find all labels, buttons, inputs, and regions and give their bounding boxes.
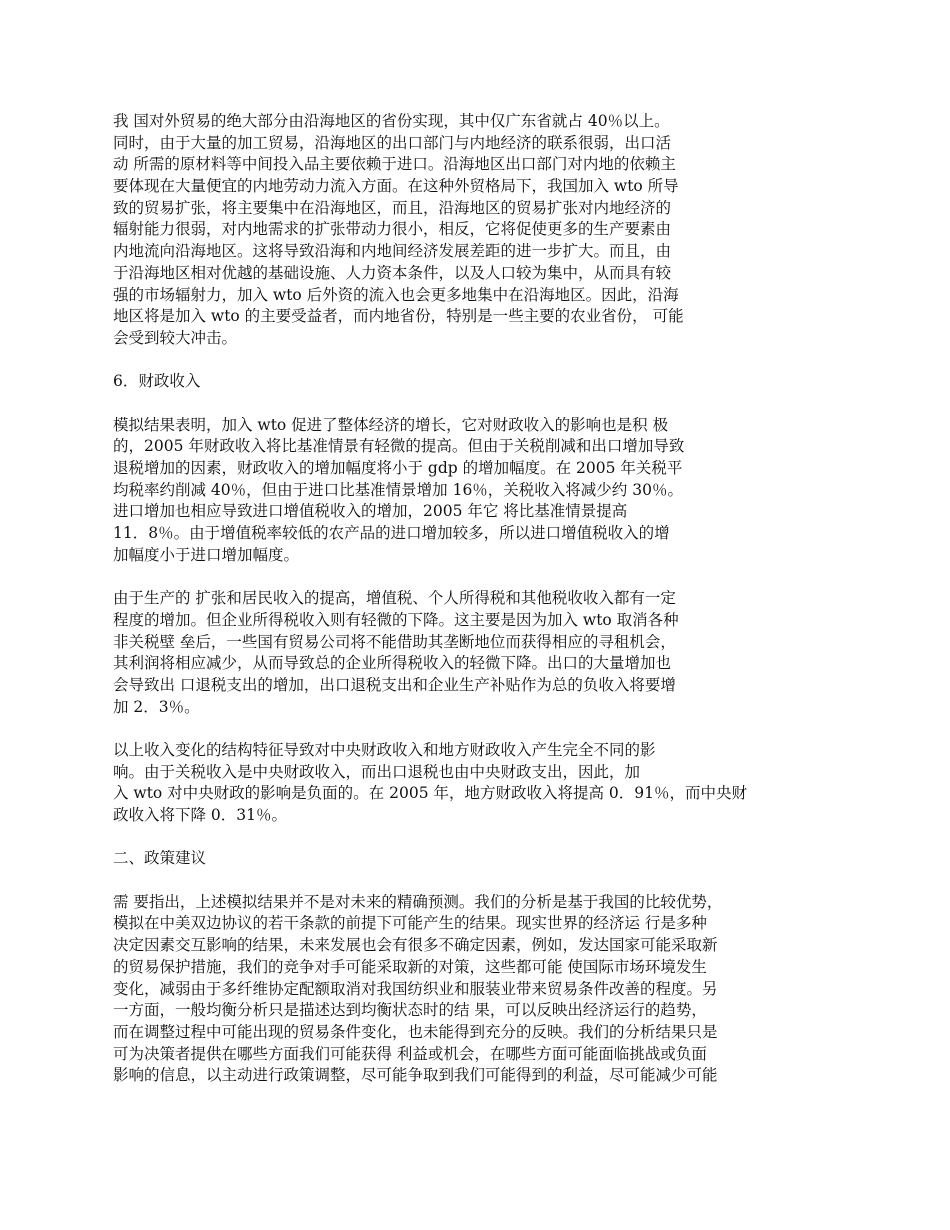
text-line: 模拟结果表明，加入 wto 促进了整体经济的增长，它对财政收入的影响也是积 极 [113,415,669,434]
text-line: 进口增加也相应导致进口增值税收入的增加，2005 年它 将比基准情景提高 [113,502,628,521]
text-line: 加幅度小于进口增加幅度。 [113,545,300,564]
text-line: 程度的增加。但企业所得税收入则有轻微的下降。这主要是因为加入 wto 取消各种 [113,610,679,629]
text-line: 内地流向沿海地区。这将导致沿海和内地间经济发展差距的进一步扩大。而且，由 [113,242,672,261]
paragraph-coastal-trade [113,111,843,350]
text-line: 致的贸易扩张，将主要集中在沿海地区，而且，沿海地区的贸易扩张对内地经济的 [113,198,672,217]
section-heading-fiscal-revenue [113,371,843,393]
text-line: 辐射能力很弱，对内地需求的扩张带动力很小，相反，它将促使更多的生产要素由 [113,220,672,239]
text-line: 入 wto 对中央财政的影响是负面的。在 2005 年，地方财政收入将提高 0．91％，而中央财 [113,784,747,803]
text-line: 其利润将相应减少，从而导致总的企业所得税收入的轻微下降。出口的大量增加也 [113,654,672,673]
text-line: 会导致出 口退税支出的增加，出口退税支出和企业生产补贴作为总的负收入将要增 [113,675,676,694]
paragraph-central-local-finance [113,740,843,827]
paragraph-tax-changes [113,588,843,718]
document-page [113,111,843,1087]
text-line: 动 所需的原材料等中间投入品主要依赖于进口。沿海地区出口部门对内地的依赖主 [113,155,676,174]
paragraph-gap [113,870,843,892]
text-line: 模拟在中美双边协议的若干条款的前提下可能产生的结果。现实世界的经济运 行是多种 [113,914,707,933]
text-line: 由于生产的 扩张和居民收入的提高，增值税、个人所得税和其他税收收入都有一定 [113,589,676,608]
text-line: 加 2．3％。 [113,697,200,716]
text-line: 地区将是加入 wto 的主要受益者，而内地省份，特别是一些主要的农业省份， 可能 [113,307,684,326]
text-line: 同时，由于大量的加工贸易，沿海地区的出口部门与内地经济的联系很弱，出口活 [113,133,672,152]
text-line: 退税增加的因素，财政收入的增加幅度将小于 gdp 的增加幅度。在 2005 年关税平 [113,459,683,477]
text-line: 而在调整过程中可能出现的贸易条件变化，也未能得到充分的反映。我们的分析结果只是 [113,1022,718,1041]
text-line: 决定因素交互影响的结果，未来发展也会有很多不确定因素，例如，发达国家可能采取新 [113,936,718,955]
paragraph-gap [113,718,843,740]
text-line: 非关税壁 垒后，一些国有贸易公司将不能借助其垄断地位而获得相应的寻租机会， [113,632,676,651]
text-line: 11．8％。由于增值税率较低的农产品的进口增加较多，所以进口增值税收入的增 [113,524,670,543]
text-line: 我 国对外贸易的绝大部分由沿海地区的省份实现，其中仅广东省就占 40％以上。 [113,112,670,130]
text-line: 会受到较大冲击。 [113,328,238,347]
text-line: 需 要指出，上述模拟结果并不是对未来的精确预测。我们的分析是基于我国的比较优势， [113,892,723,911]
text-line: 均税率约削减 40％，但由于进口比基准情景增加 16％，关税收入将减少约 30％。 [113,480,683,499]
text-line: 于沿海地区相对优越的基础设施、人力资本条件，以及人口较为集中，从而具有较 [113,263,672,282]
paragraph-gap [113,350,843,372]
text-line: 的，2005 年财政收入将比基准情景有轻微的提高。但由于关税削减和出口增加导致 [113,437,685,456]
text-line: 以上收入变化的结构特征导致对中央财政收入和地方财政收入产生完全不同的影 [113,740,656,759]
paragraph-policy-caveats [113,892,843,1087]
section-heading-policy-suggestions [113,848,843,870]
text-line: 一方面，一般均衡分析只是描述达到均衡状态时的结 果，可以反映出经济运行的趋势， [113,1001,707,1020]
text-line: 强的市场辐射力，加入 wto 后外资的流入也会更多地集中在沿海地区。因此，沿海 [113,285,679,304]
heading-text: 二、政策建议 [113,849,207,868]
text-line: 要体现在大量便宜的内地劳动力流入方面。在这种外贸格局下，我国加入 wto 所导 [113,177,679,196]
text-line: 变化，减弱由于多纤维协定配额取消对我国纺织业和服装业带来贸易条件改善的程度。另 [113,979,718,998]
heading-text: 6．财政收入 [113,372,201,391]
text-line: 的贸易保护措施，我们的竞争对手可能采取新的对策，这些都可能 使国际市场环境发生 [113,957,707,976]
text-line: 可为决策者提供在哪些方面我们可能获得 利益或机会，在哪些方面可能面临挑战或负面 [113,1044,707,1063]
text-line: 政收入将下降 0．31％。 [113,806,288,824]
text-line: 响。由于关税收入是中央财政收入，而出口退税也由中央财政支出，因此，加 [113,762,641,781]
text-line: 影响的信息，以主动进行政策调整，尽可能争取到我们可能得到的利益，尽可能减少可能 [113,1066,718,1085]
paragraph-simulation-results [113,415,843,567]
paragraph-gap [113,393,843,415]
paragraph-gap [113,566,843,588]
paragraph-gap [113,827,843,849]
